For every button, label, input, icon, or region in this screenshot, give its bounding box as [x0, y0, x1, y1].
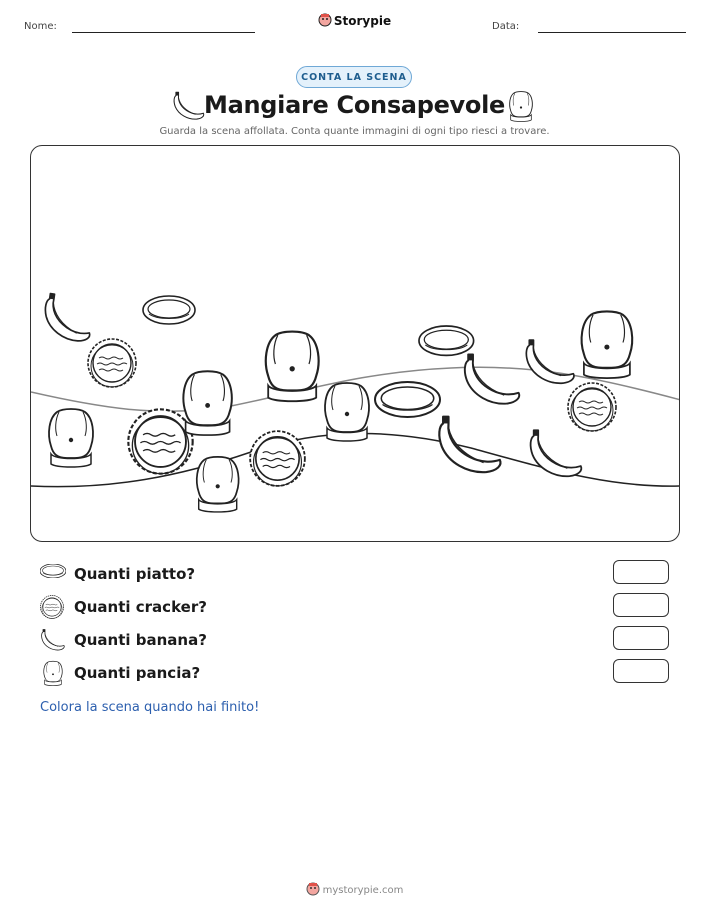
plate-icon: [40, 564, 66, 578]
banana-icon: [41, 293, 94, 342]
question-cracker: [40, 593, 670, 623]
belly-icon: [266, 332, 319, 402]
question-label: Quanti banana?: [74, 631, 207, 649]
belly-icon: [507, 90, 535, 122]
belly-icon: [197, 457, 239, 512]
question-label: Quanti cracker?: [74, 598, 207, 616]
page-title: Mangiare Consapevole: [204, 91, 505, 119]
page-subtitle: Guarda la scena affollata. Conta quante immagini di ogni tipo riesci a trovare.: [159, 126, 550, 137]
plate-icon: [375, 382, 440, 417]
belly-icon: [183, 371, 231, 435]
brand-logo: [0, 13, 709, 28]
counting-scene[interactable]: [30, 145, 680, 542]
site-url: mystorypie.com: [322, 885, 404, 896]
activity-badge: CONTA LA SCENA: [296, 66, 412, 88]
storypie-logo-icon: [318, 13, 332, 27]
question-banana: [40, 626, 670, 656]
name-field[interactable]: [72, 32, 255, 33]
cracker-icon: [88, 339, 136, 387]
belly-icon: [325, 383, 369, 441]
plate-icon: [143, 296, 195, 324]
scene-drawing: [31, 146, 680, 542]
name-label: Nome:: [24, 21, 57, 32]
answer-box[interactable]: [613, 593, 669, 617]
banana-icon: [465, 354, 519, 403]
question-belly: [40, 659, 670, 689]
banana-icon: [531, 430, 582, 476]
question-label: Quanti piatto?: [74, 565, 196, 583]
date-field[interactable]: [538, 32, 686, 33]
worksheet-header: [0, 0, 709, 48]
question-plate: [40, 560, 670, 590]
cracker-icon: [250, 431, 305, 486]
cracker-icon: [568, 383, 616, 431]
question-label: Quanti pancia?: [74, 664, 201, 682]
banana-icon: [526, 340, 574, 383]
banana-icon: [439, 417, 500, 472]
answer-box[interactable]: [613, 659, 669, 683]
belly-icon: [582, 311, 633, 378]
plate-icon: [419, 326, 474, 355]
site-footer: [0, 882, 709, 896]
belly-icon: [42, 660, 64, 686]
belly-icon: [49, 409, 93, 467]
brand-name: Storypie: [333, 14, 392, 28]
cracker-icon: [128, 409, 192, 473]
coloring-instruction: Colora la scena quando hai finito!: [40, 700, 260, 715]
storypie-logo-icon: [306, 882, 320, 896]
cracker-icon: [40, 595, 64, 619]
answer-box[interactable]: [613, 626, 669, 650]
answer-box[interactable]: [613, 560, 669, 584]
banana-icon: [40, 628, 66, 652]
date-label: Data:: [492, 21, 520, 32]
